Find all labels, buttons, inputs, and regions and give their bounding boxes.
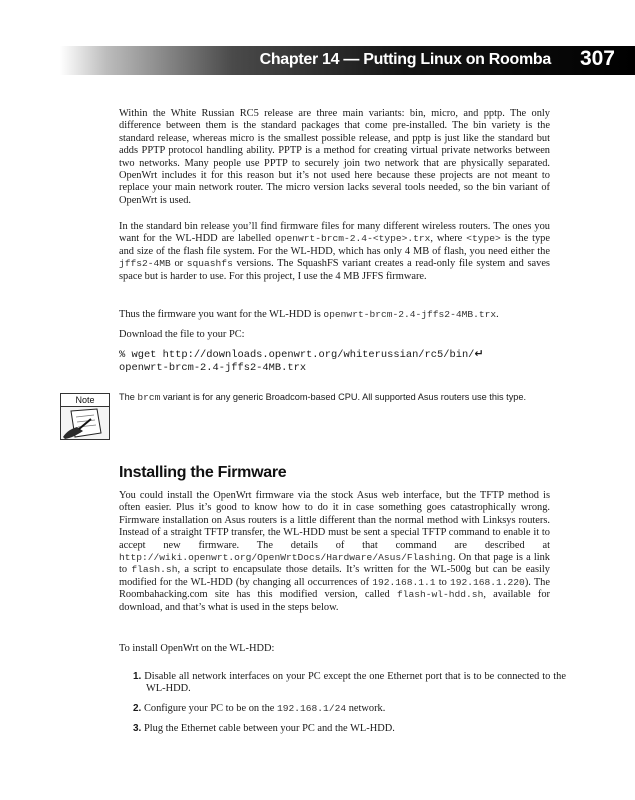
text-run: . bbox=[496, 309, 499, 320]
step-number: 1. bbox=[133, 671, 142, 682]
paragraph-install-intro: To install OpenWrt on the WL-HDD: bbox=[119, 643, 275, 654]
step-text: Plug the Ethernet cable between your PC and the WL-HDD. bbox=[143, 723, 395, 734]
code-line: openwrt-brcm-2.4-jffs2-4MB.trx bbox=[119, 361, 307, 374]
hand-writing-note-icon bbox=[61, 407, 109, 439]
inline-code-type: <type> bbox=[466, 233, 501, 245]
paragraph-download: Download the file to your PC: bbox=[119, 329, 245, 340]
list-item bbox=[133, 671, 566, 696]
code-line: % wget http://downloads.openwrt.org/whiterussian/rc5/bin/ bbox=[119, 349, 475, 361]
code-block-wget bbox=[119, 348, 559, 375]
inline-code-brcm: brcm bbox=[137, 392, 161, 403]
text-run: In the standard bin release you’ll find firmware files for many different wireless routers. The ones you want for the WL-HDD are labelled bbox=[119, 221, 550, 245]
inline-code-subnet: 192.168.1/24 bbox=[277, 703, 347, 714]
step-number: 2. bbox=[133, 703, 142, 714]
text-run: , a script to encapsulate those details. It’s written for the WL-500g but can be easily modified for the WL-HDD (by changing all occurrences of bbox=[119, 564, 550, 588]
list-item bbox=[133, 723, 566, 735]
text-run: variant is for any generic Broadcom-based CPU. All supported Asus routers use this type. bbox=[160, 392, 527, 402]
step-text: Configure your PC to be on the bbox=[143, 703, 277, 714]
note-badge bbox=[60, 393, 110, 440]
text-run: is the type and size of the flash file system. For the WL-HDD, which has only 4 MB of flash, you need either the bbox=[119, 233, 550, 257]
paragraph-firmware-files bbox=[119, 221, 550, 283]
inline-code-filename-pattern: openwrt-brcm-2.4-<type>.trx bbox=[274, 233, 431, 245]
note-label: Note bbox=[61, 394, 109, 407]
note-text bbox=[119, 391, 550, 404]
line-continuation-icon: ↵ bbox=[474, 347, 484, 360]
text-run: , available for download, and that’s what is used in the steps below. bbox=[119, 589, 550, 613]
text-run: to bbox=[435, 576, 450, 588]
inline-code-squashfs: squashfs bbox=[186, 258, 233, 270]
text-run: versions. The SquashFS variant creates a read-only file system and saves space but is harder to use. For this project, I use the 4 MB JFFS firmware. bbox=[119, 258, 550, 282]
step-text: Disable all network interfaces on your PC except the one Ethernet port that is to be connected to the WL-HDD. bbox=[144, 671, 566, 695]
text-run: You could install the OpenWrt firmware via the stock Asus web interface, but the TFTP method is often easier. Plus it’s good to know how to do it in case something goes catastrophically wrong. Firmware installation on Asus routers is a little different than the normal method with Linksys routers. Instead of a straight TFTP transfer, the WL-HDD must be sent a special TFTP command to enable it to accept new firmware. The details of that command are described at bbox=[119, 490, 550, 551]
text-run: ). The Roombahacking.com site has this modified version, called bbox=[119, 576, 550, 601]
text-run: . On that page is a link to bbox=[119, 552, 550, 576]
text-run: Thus the firmware you want for the WL-HDD is bbox=[119, 309, 324, 320]
list-item bbox=[133, 703, 566, 715]
section-heading: Installing the Firmware bbox=[119, 464, 287, 481]
text-run: or bbox=[170, 258, 187, 270]
text-run: The bbox=[119, 392, 138, 402]
inline-code-modified-script: flash-wl-hdd.sh bbox=[396, 589, 484, 601]
step-text: network. bbox=[346, 703, 386, 714]
inline-code-url: http://wiki.openwrt.org/OpenWrtDocs/Hardware/Asus/Flashing bbox=[119, 552, 453, 564]
paragraph-variants: Within the White Russian RC5 release are three main variants: bin, micro, and pptp. The only difference between them is the standard packages that come pre-installed. The bin variety is the standard release, whereas micro is the smallest possible release, and pptp is just like the standard but adds PPTP protocol handling ability. PPTP is a method for creating virtual private networks between two networks. Many people use PPTP to securely join two network that are physically separated. OpenWrt includes it for this reason but it’s not used here because these projects are not meant to replace your main network router. The micro version lacks several tools needed, so the bin variant of OpenWrt is used. bbox=[119, 108, 550, 206]
inline-code-flash-script: flash.sh bbox=[131, 564, 178, 576]
paragraph-firmware-choice bbox=[119, 309, 550, 321]
chapter-title: Chapter 14 — Putting Linux on Roomba bbox=[259, 51, 551, 68]
step-number: 3. bbox=[133, 723, 142, 734]
inline-code-jffs2: jffs2-4MB bbox=[119, 258, 171, 270]
page-number: 307 bbox=[579, 47, 615, 70]
text-run: , where bbox=[430, 233, 467, 245]
inline-code-ip-new: 192.168.1.220 bbox=[449, 576, 525, 588]
paragraph-tftp-install bbox=[119, 490, 550, 614]
inline-code-ip-old: 192.168.1.1 bbox=[372, 576, 436, 588]
inline-code-firmware-file: openwrt-brcm-2.4-jffs2-4MB.trx bbox=[323, 309, 497, 320]
